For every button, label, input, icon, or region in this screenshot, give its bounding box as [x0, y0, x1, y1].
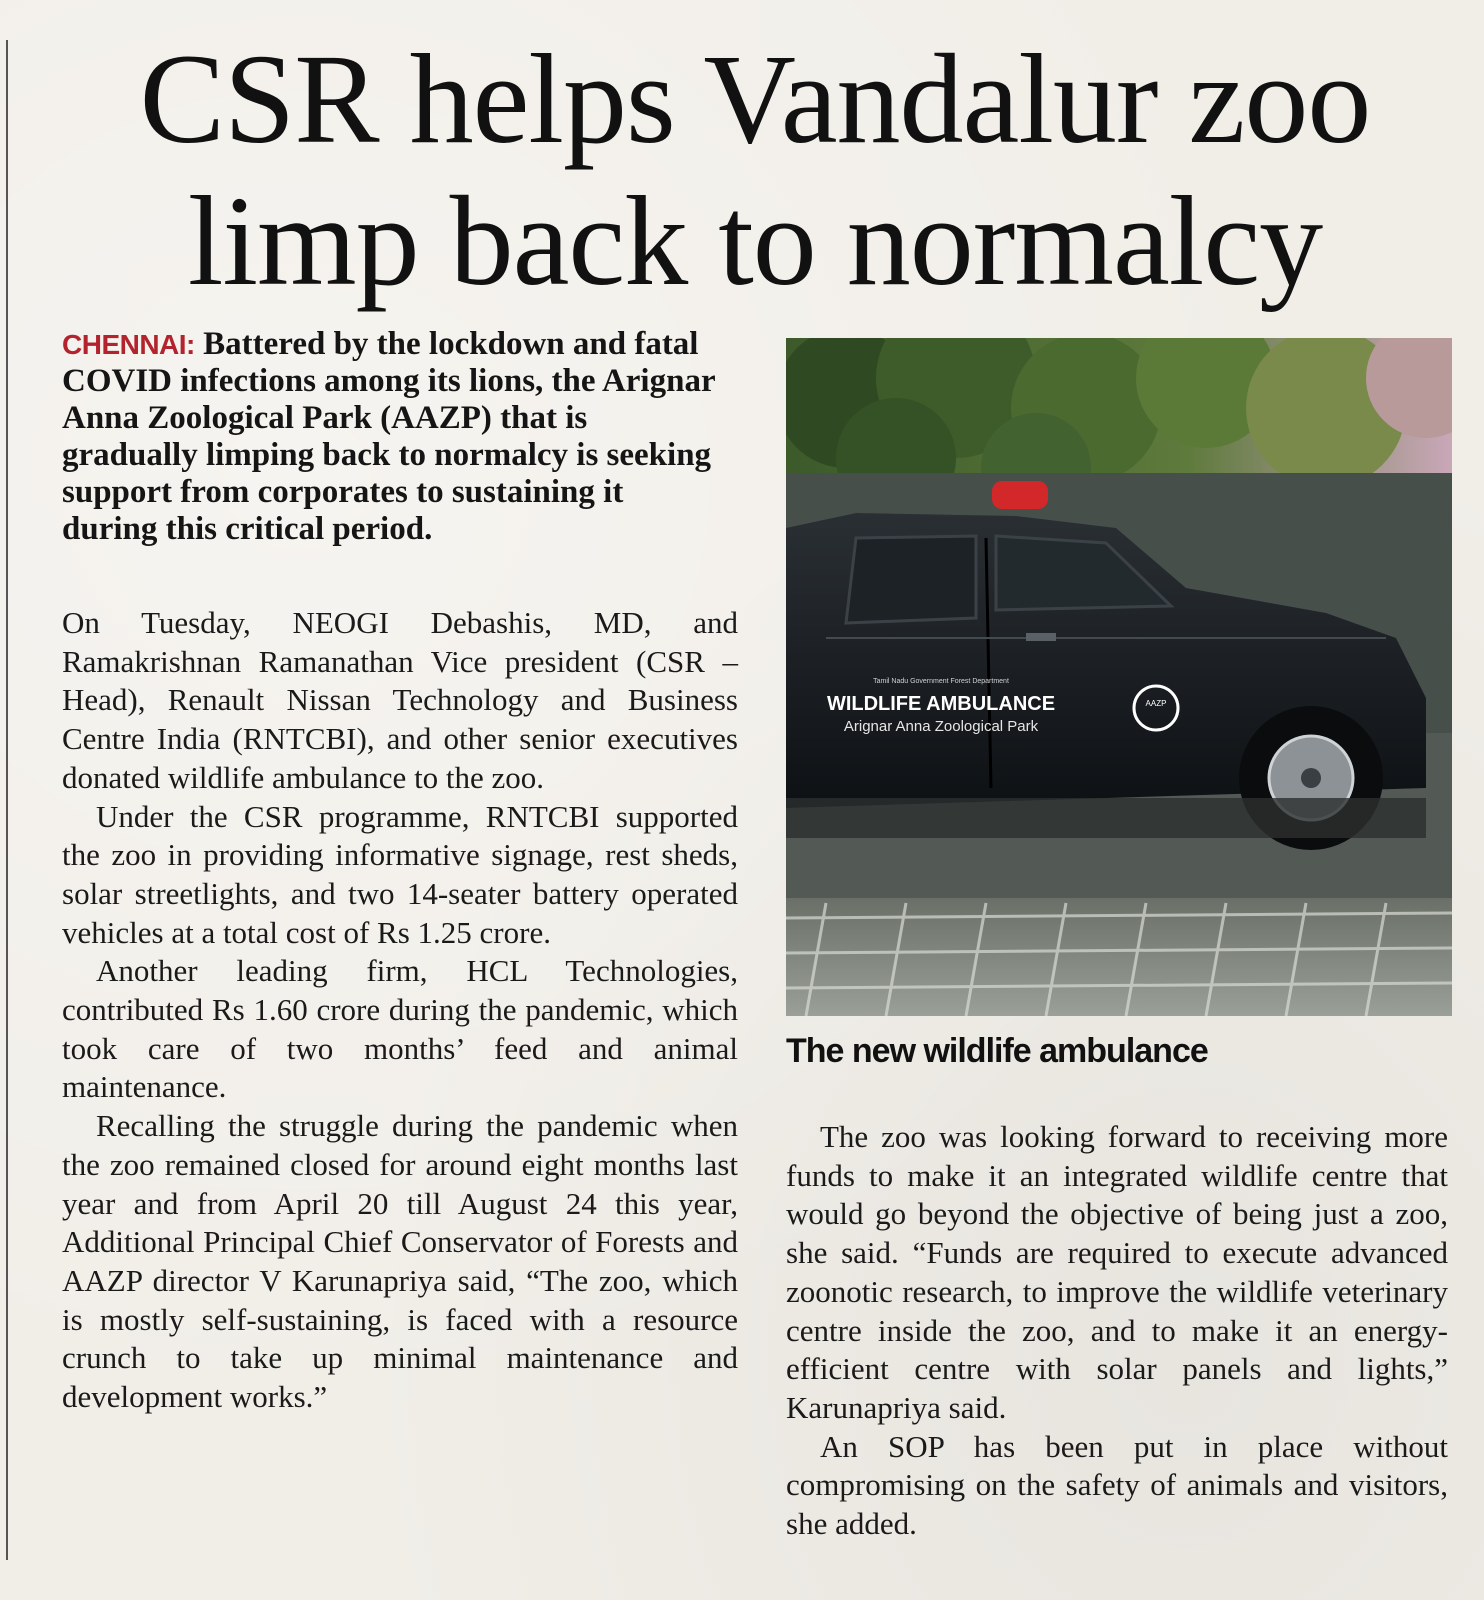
- headline: [90, 28, 1420, 312]
- body-paragraph: Under the CSR programme, RNTCBI supported the zoo in providing informative signage, rest sheds, solar streetlights, and two 14-seater battery operated vehicles at a total cost of Rs 1.25 crore.: [62, 798, 738, 950]
- right-column: [786, 1118, 1448, 1544]
- headline-line-2: limp back to normalcy: [187, 170, 1323, 312]
- vehicle-small-text: Tamil Nadu Government Forest Department: [873, 678, 1009, 685]
- vehicle-subtitle: Arignar Anna Zoological Park: [843, 718, 1039, 735]
- dateline: CHENNAI:: [62, 329, 195, 360]
- ambulance-photo: [786, 338, 1452, 1016]
- body-paragraph: Another leading firm, HCL Technologies, contributed Rs 1.60 crore during the pandemic, which took care of two months’ feed and animal maintenance.: [62, 953, 738, 1105]
- photo-caption: The new wildlife ambulance: [786, 1032, 1208, 1070]
- body-paragraph: The zoo was looking forward to receiving more funds to make it an integrated wildlife centre that would go beyond the objective of being just a zoo, she said. “Funds are required to execute advanced zoonotic research, to improve the wildlife veterinary centre inside the zoo, and to make it an energy-efficient centre with solar panels and lights,” Karunapriya said.: [786, 1119, 1448, 1425]
- vehicle-title: WILDLIFE AMBULANCE: [826, 693, 1056, 715]
- ambulance-illustration: [786, 338, 1452, 1016]
- beacon-light: [992, 481, 1048, 509]
- body-paragraph: On Tuesday, NEOGI Debashis, MD, and Ramakrishnan Ramanathan Vice president (CSR –Head), Renault Nissan Technology and Business Centre India (RNTCBI), and other senior executives donated wildlife ambulance to the zoo.: [62, 605, 738, 795]
- body-paragraph: An SOP has been put in place without compromising on the safety of animals and visitors, she added.: [786, 1428, 1448, 1542]
- logo-text: AAZP: [1145, 699, 1167, 708]
- lead-paragraph: [62, 326, 722, 548]
- headline-line-1: CSR helps Vandalur zoo: [139, 28, 1371, 170]
- lead-text: Battered by the lockdown and fatal COVID infections among its lions, the Arignar Anna Zoological Park (AAZP) that is gradually limping back to normalcy is seeking support from corporates to sustaining it during this critical period.: [62, 326, 716, 547]
- left-column: [62, 326, 738, 1417]
- column-rule: [6, 40, 8, 1560]
- body-paragraph: Recalling the struggle during the pandemic when the zoo remained closed for around eight months last year and from April 20 till August 24 this year, Additional Principal Chief Conservator of Forests and AAZP director V Karunapriya said, “The zoo, which is mostly self-sustaining, is faced with a resource crunch to take up minimal maintenance and development works.”: [62, 1108, 738, 1415]
